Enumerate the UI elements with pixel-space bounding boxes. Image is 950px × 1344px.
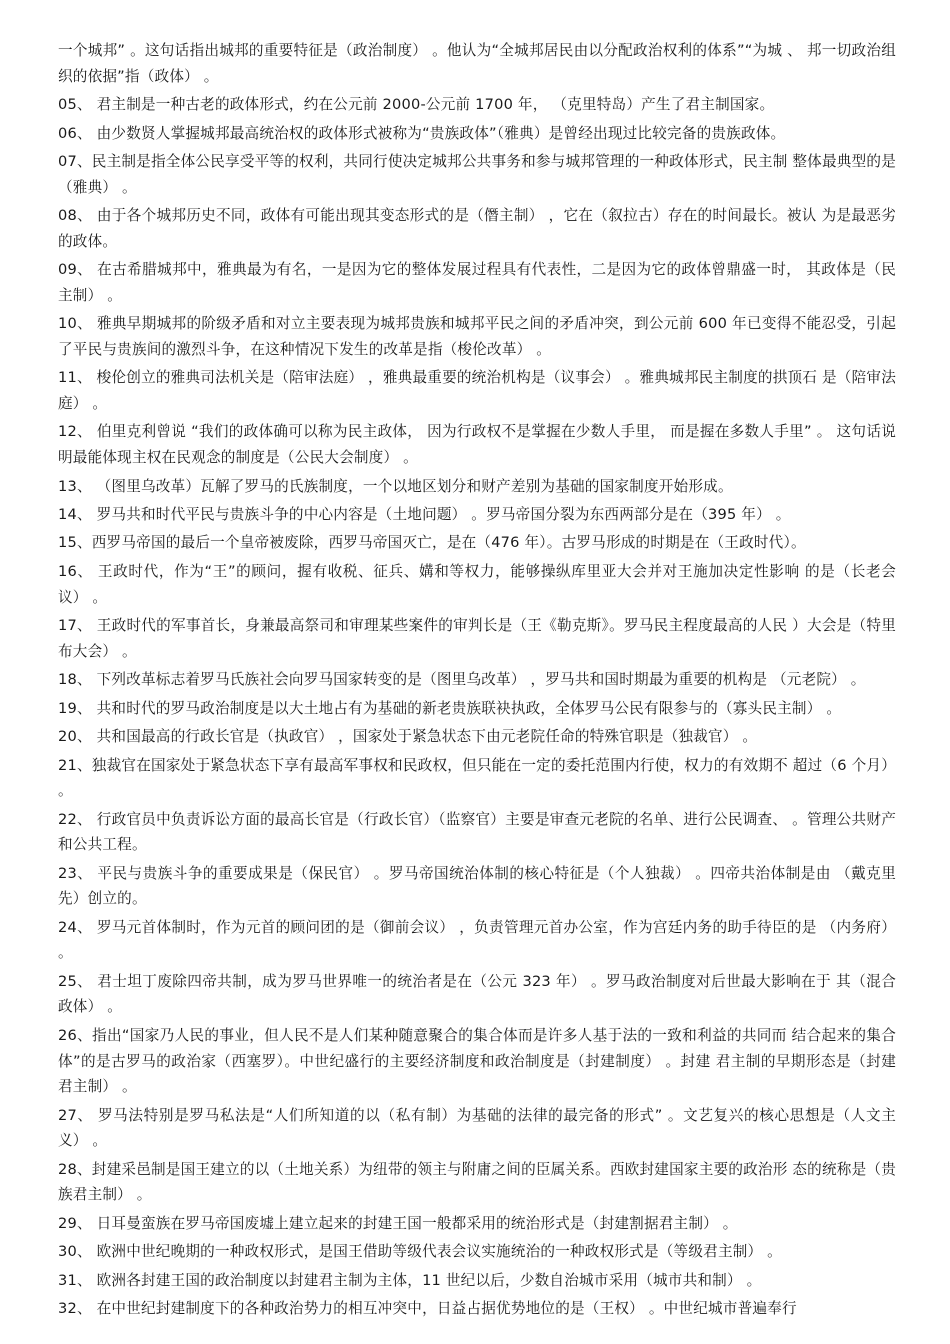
paragraph: 07、民主制是指全体公民享受平等的权利，共同行使决定城邦公共事务和参与城邦管理的一种政体形式，民主制 整体最典型的是（雅典） 。 xyxy=(58,153,896,196)
paragraph: 15、西罗马帝国的最后一个皇帝被废除，西罗马帝国灭亡，是在（476 年）。古罗马形成的时期是在（王政时代）。 xyxy=(58,534,806,552)
paragraph: 05、 君主制是一种古老的政体形式，约在公元前 2000-公元前 1700 年， （克里特岛）产生了君主制国家。 xyxy=(58,96,775,114)
paragraph: 13、 （图里乌改革）瓦解了罗马的氏族制度，一个以地区划分和财产差别为基础的国家制度开始形成。 xyxy=(58,477,733,495)
paragraph: 25、 君士坦丁废除四帝共制，成为罗马世界唯一的统治者是在（公元 323 年） 。罗马政治制度对后世最大影响在于 其（混合政体） 。 xyxy=(58,972,896,1016)
paragraph: 14、 罗马共和时代平民与贵族斗争的中心内容是（土地问题） 。罗马帝国分裂为东西两部分是在（395 年） 。 xyxy=(58,506,791,523)
paragraph: 23、 平民与贵族斗争的重要成果是（保民官） 。罗马帝国统治体制的核心特征是（个人独裁） 。四帝共治体制是由 （戴克里先）创立的。 xyxy=(58,864,896,908)
paragraph: 24、 罗马元首体制时，作为元首的顾问团的是（御前会议） ，负责管理元首办公室，作为宫廷内务的助手待臣的是 （内务府） 。 xyxy=(58,918,896,962)
paragraph: 32、 在中世纪封建制度下的各种政治势力的相互冲突中，日益占据优势地位的是（王权） 。中世纪城市普遍奉行 xyxy=(58,1300,797,1318)
paragraph: 27、 罗马法特别是罗马私法是“人们所知道的以（私有制）为基础的法律的最完备的形式” 。文艺复兴的核心思想是（人文主义） 。 xyxy=(58,1106,896,1150)
paragraph: 19、 共和时代的罗马政治制度是以大土地占有为基础的新老贵族联袂执政，全体罗马公民有限参与的（寡头民主制） 。 xyxy=(58,699,842,717)
paragraph: 10、 雅典早期城邦的阶级矛盾和对立主要表现为城邦贵族和城邦平民之间的矛盾冲突，到公元前 600 年已变得不能忍受，引起了平民与贵族间的激烈斗争，在这种情况下发生的改革是指（梭伦改革） 。 xyxy=(58,315,896,358)
paragraph: 18、 下列改革标志着罗马氏族社会向罗马国家转变的是（图里乌改革） ，罗马共和国时期最为重要的机构是 （元老院） 。 xyxy=(58,671,866,689)
document-page xyxy=(58,38,896,1325)
paragraph: 30、 欧洲中世纪晚期的一种政权形式，是国王借助等级代表会议实施统治的一种政权形式是（等级君主制） 。 xyxy=(58,1243,782,1261)
paragraph: 28、封建采邑制是国王建立的以（土地关系）为纽带的领主与附庸之间的臣属关系。西欧封建国家主要的政治形 态的统称是（贵族君主制） 。 xyxy=(58,1160,896,1204)
paragraph: 26、指出“国家乃人民的事业，但人民不是人们某种随意聚合的集合体而是许多人基于法的一致和利益的共同而 结合起来的集合体”的是古罗马的政治家（西塞罗）。中世纪盛行的主要经济制度和政治制度是（封建制度） 。封建 君主制的早期形态是（封建君主制） 。 xyxy=(58,1026,896,1096)
paragraph: 一个城邦” 。这句话指出城邦的重要特征是（政治制度） 。他认为“全城邦居民由以分配政治权利的体系”“为城 、 邦一切政治组织的依据”指（政体） 。 xyxy=(58,42,896,85)
paragraph: 16、 王政时代，作为“王”的顾问，握有收税、征兵、媾和等权力，能够操纵库里亚大会并对王施加决定性影响 的是（长老会议） 。 xyxy=(58,562,896,606)
paragraph: 20、 共和国最高的行政长官是（执政官） ，国家处于紧急状态下由元老院任命的特殊官职是（独裁官） 。 xyxy=(58,728,758,746)
paragraph: 31、 欧洲各封建王国的政治制度以封建君主制为主体，11 世纪以后，少数自治城市采用（城市共和制） 。 xyxy=(58,1271,762,1289)
paragraph: 17、 王政时代的军事首长，身兼最高祭司和审理某些案件的审判长是（王《勒克斯》。罗马民主程度最高的人民 ）大会是（特里布大会） 。 xyxy=(58,617,896,660)
paragraph: 12、 伯里克利曾说 “我们的政体确可以称为民主政体， 因为行政权不是掌握在少数人手里， 而是握在多数人手里” 。 这句话说明最能体现主权在民观念的制度是（公民大会制度） 。 xyxy=(58,423,896,467)
paragraph: 11、 梭伦创立的雅典司法机关是（陪审法庭） ，雅典最重要的统治机构是（议事会） 。雅典城邦民主制度的拱顶石 是（陪审法庭） 。 xyxy=(58,369,896,412)
paragraph: 22、 行政官员中负责诉讼方面的最高长官是（行政长官）（监察官）主要是审查元老院的名单、进行公民调查、 。管理公共财产和公共工程。 xyxy=(58,810,896,854)
paragraph: 06、 由少数贤人掌握城邦最高统治权的政体形式被称为“贵族政体”（雅典）是曾经出现过比较完备的贵族政体。 xyxy=(58,124,786,142)
paragraph: 21、独裁官在国家处于紧急状态下享有最高军事权和民政权，但只能在一定的委托范围内行使，权力的有效期不 超过（6 个月） 。 xyxy=(58,756,896,800)
paragraph: 09、 在古希腊城邦中，雅典最为有名，一是因为它的整体发展过程具有代表性，二是因为它的政体曾鼎盛一时， 其政体是（民主制） 。 xyxy=(58,261,896,304)
paragraph: 08、 由于各个城邦历史不同，政体有可能出现其变态形式的是（僭主制） ，它在（叙拉古）存在的时间最长。被认 为是最恶劣的政体。 xyxy=(58,207,896,250)
paragraph: 29、 日耳曼蛮族在罗马帝国废墟上建立起来的封建王国一般都采用的统治形式是（封建割据君主制） 。 xyxy=(58,1214,738,1232)
